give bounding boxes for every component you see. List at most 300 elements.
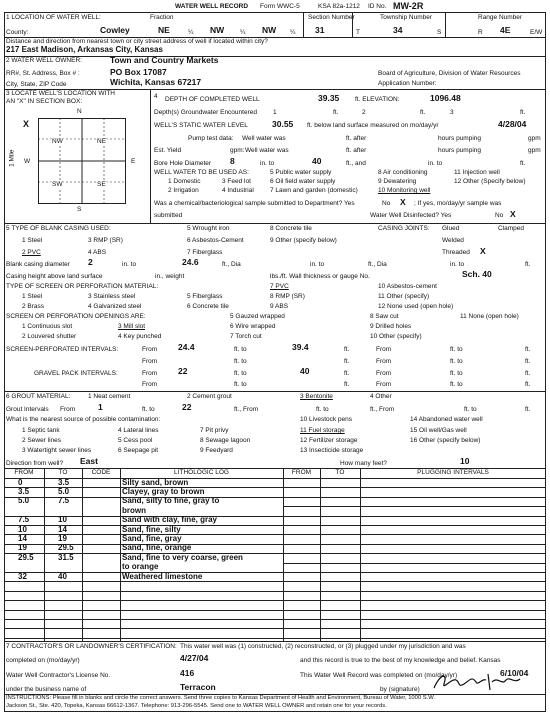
opening-5[interactable]: 5 Gauzed wrapped [230, 313, 285, 320]
completed-label: completed on (mo/day/yr) [6, 657, 80, 664]
pump-gpm: gpm [528, 135, 541, 142]
opening-10[interactable]: 10 Other (specify) [370, 333, 422, 340]
grout-3-selected[interactable]: 3 Bentonite [300, 393, 333, 400]
blank-diameter-label: Blank casing diameter [6, 261, 70, 268]
address-value: 217 East Madison, Arkansas City, Kansas [6, 45, 163, 54]
wall-thickness-label: lbs./ft. Wall thickness or gauge No. [270, 273, 370, 280]
table-row [4, 628, 283, 629]
log-to-value: 3.5 [58, 477, 70, 487]
table-row [4, 638, 283, 639]
log-from-value: 29.5 [18, 552, 34, 562]
opening-2[interactable]: 2 Louvered shutter [22, 333, 77, 340]
table-row [283, 628, 546, 629]
casing-8[interactable]: 8 Concrete tile [270, 225, 312, 232]
bore-to-value: 40 [312, 156, 322, 166]
table-row [283, 497, 546, 498]
completed-value: 4/27/04 [180, 653, 209, 663]
joint-welded[interactable]: Welded [442, 237, 464, 244]
groundwater-3: 3 [450, 109, 454, 116]
screen-5[interactable]: 5 Fiberglass [187, 293, 223, 300]
contam-5[interactable]: 5 Cess pool [118, 437, 153, 444]
joint-threaded[interactable]: Threaded [442, 249, 470, 256]
township-t: T [356, 29, 360, 36]
screen-12[interactable]: 12 None used (open hole) [378, 303, 454, 310]
pump-hours: hours pumping [438, 135, 481, 142]
log-description: Clayey, gray to brown [122, 486, 205, 496]
casing-2-selected[interactable]: 2 PVC [22, 249, 41, 256]
log-to-value: 10 [58, 515, 67, 525]
table-row [283, 516, 546, 517]
table-row [283, 600, 546, 601]
screen-ft-4: ft. [525, 358, 531, 365]
casing-4[interactable]: 4 ABS [88, 249, 107, 256]
log-to-value: 5.0 [58, 486, 70, 496]
section-number-label: Section Number [308, 14, 355, 21]
signature-label: by (signature) [380, 686, 420, 693]
use-label: WELL WATER TO BE USED AS: [154, 169, 249, 176]
pump-ft-after: ft. after [346, 135, 367, 142]
opening-11[interactable]: 11 None (open hole) [460, 313, 519, 320]
joint-glued[interactable]: Glued [442, 225, 460, 232]
log-column-divider [82, 468, 83, 641]
use-11[interactable]: 11 Injection well [454, 169, 500, 176]
se-label: SE [97, 181, 106, 188]
chem-no-mark: X [400, 197, 406, 207]
screen-7-selected[interactable]: 7 PVC [270, 283, 289, 290]
section-5-label: 5 TYPE OF BLANK CASING USED: [6, 225, 111, 232]
yield-label: Est. Yield [154, 147, 182, 154]
table-row [283, 572, 546, 573]
chem-no: No [382, 200, 391, 207]
screen-from-4: From [376, 358, 392, 365]
screen-ft-2: ft. [525, 346, 531, 353]
grout-ft: ft. [525, 406, 531, 413]
contam-13[interactable]: 13 Insecticide storage [300, 447, 364, 454]
log-column-divider [283, 468, 284, 641]
city-label: City, State, ZIP Code [6, 81, 67, 88]
table-row [4, 591, 283, 592]
log-column-divider [44, 468, 45, 641]
screen-ft-to-4: ft. to [450, 358, 463, 365]
opening-6[interactable]: 6 Wire wrapped [230, 323, 276, 330]
screen-intervals-label: SCREEN-PERFORATED INTERVALS: [6, 346, 119, 353]
log-description: to orange [122, 562, 159, 572]
range-label: Range Number [478, 14, 523, 21]
bore-ft: ft. [520, 160, 526, 167]
log-from-value: 32 [18, 571, 27, 581]
quarter-mark-2: ¼ [240, 29, 246, 36]
use-6[interactable]: 6 Oil field water supply [270, 178, 336, 185]
screen-8[interactable]: 8 RMP (SR) [270, 293, 305, 300]
log-to-value: 7.5 [58, 496, 70, 506]
instructions-line-2: Jackson St., Ste. 420, Topeka, Kansas 66612-1367. Telephone: 913-296-5545. Send one to WATER WELL OWNER and retain one for your records. [6, 703, 387, 709]
contam-12[interactable]: 12 Fertilizer storage [300, 437, 358, 444]
yield-gpm: gpm: [230, 147, 245, 154]
grout-to-value: 22 [182, 402, 192, 412]
contam-8[interactable]: 8 Sewage lagoon [200, 437, 251, 444]
screen-9[interactable]: 9 ABS [270, 303, 289, 310]
gravel-intervals-label: GRAVEL PACK INTERVALS: [34, 370, 118, 377]
groundwater-ft-1: ft. [333, 109, 339, 116]
disinfected-no-mark: X [510, 209, 516, 219]
section-1-label: 1 LOCATION OF WATER WELL: [6, 14, 101, 21]
static-date-value: 4/28/04 [498, 119, 527, 129]
log-from-value: 14 [18, 533, 27, 543]
log-header-from: FROM [291, 469, 312, 476]
bore-label: Bore Hole Diameter [154, 160, 212, 167]
table-row [283, 563, 546, 564]
blank-to-value: 24.6 [182, 257, 199, 267]
table-row [4, 581, 283, 582]
id-value: MW-2R [393, 1, 424, 11]
log-to-value: 31.5 [58, 552, 74, 562]
screen-material-label: TYPE OF SCREEN OR PERFORATION MATERIAL: [6, 283, 159, 290]
mile-label: 1 Mile [8, 149, 16, 167]
yield-hours: hours pumping [438, 147, 481, 154]
screen-2[interactable]: 2 Brass [22, 303, 45, 310]
county-value: Cowley [100, 25, 130, 35]
joint-clamped[interactable]: Clamped [498, 225, 525, 232]
quarter-mark-1: ¼ [188, 29, 194, 36]
casing-6[interactable]: 6 Asbestos-Cement [187, 237, 244, 244]
grout-ft-to-3: ft. to [464, 406, 477, 413]
table-row [283, 591, 546, 592]
screen-ft-to-3: ft. to [234, 358, 247, 365]
yield-well-was: Well water was [245, 147, 289, 154]
township-value: 34 [393, 25, 403, 35]
form-number: Form WWC-5 [260, 3, 300, 10]
log-header-to: TO [58, 469, 68, 476]
contam-2[interactable]: 2 Sewer lines [22, 437, 62, 444]
log-header-from: FROM [14, 469, 34, 476]
screen-ft: ft. [344, 346, 350, 353]
openings-label: SCREEN OR PERFORATION OPENINGS ARE: [6, 313, 146, 320]
table-row [283, 638, 546, 639]
chem-tail: ; If yes, mo/day/yr sample was [414, 200, 502, 207]
blank-diameter-value: 2 [88, 257, 93, 267]
section-6-label: 6 GROUT MATERIAL: [6, 393, 71, 400]
contam-15[interactable]: 15 Oil well/Gas well [410, 427, 467, 434]
opening-8[interactable]: 8 Saw cut [370, 313, 399, 320]
contam-9[interactable]: 9 Feedyard [200, 447, 233, 454]
opening-4[interactable]: 4 Key punched [118, 333, 162, 340]
record-label: This Water Well Record was completed on (mo/day/yr) [300, 672, 458, 679]
opening-9[interactable]: 9 Drilled holes [370, 323, 412, 330]
location-mark: X [23, 119, 30, 129]
bore-value: 8 [230, 156, 235, 166]
groundwater-2: 2 [362, 109, 366, 116]
fraction-label: Fraction [150, 14, 174, 21]
log-header-to: TO [335, 469, 345, 476]
bore-in-to-2: in. to [428, 160, 443, 167]
ne-label: NE [97, 138, 107, 145]
log-column-divider [360, 468, 361, 641]
casing-height-label: Casing height above land surface [6, 273, 103, 280]
disinfected-label: Water Well Disinfected? Yes [370, 212, 452, 219]
log-description: brown [122, 505, 146, 515]
screen-ft-3: ft. [344, 358, 350, 365]
bore-in-to: in. to [260, 160, 275, 167]
table-row [283, 581, 546, 582]
township-s: S [437, 29, 442, 36]
gravel-ft-to-4: ft. to [450, 381, 463, 388]
log-description: Sand, fine, gray [122, 533, 182, 543]
fraction-2: NW [210, 25, 225, 35]
grout-from-value: 1 [98, 402, 103, 412]
blank-ft-dia-1: ft., Dia [222, 261, 241, 268]
grout-ft-from-2: ft., From [370, 406, 395, 413]
casing-weight-label: in., weight [155, 273, 185, 280]
log-header-lithologic-log: LITHOLOGIC LOG [174, 469, 229, 476]
table-row [4, 610, 283, 611]
screen-ft-to: ft. to [234, 346, 247, 353]
gravel-ft-2: ft. [525, 370, 531, 377]
section-grid [38, 118, 126, 204]
section-2-label: 2 WATER WELL OWNER: [6, 57, 82, 64]
screen-3[interactable]: 3 Stainless steel [88, 293, 136, 300]
casing-5[interactable]: 5 Wrought iron [187, 225, 230, 232]
use-10-selected[interactable]: 10 Monitoring well [378, 187, 431, 194]
license-label: Water Well Contractor's License No. [6, 672, 111, 679]
depth-value: 39.35 [318, 93, 340, 103]
opening-7[interactable]: 7 Torch cut [230, 333, 262, 340]
township-label: Township Number [380, 14, 433, 21]
log-to-value: 14 [58, 524, 67, 534]
table-row [4, 619, 283, 620]
gravel-from-value: 22 [178, 366, 188, 376]
elevation-value: 1096.48 [430, 93, 461, 103]
application-label: Application Number: [378, 80, 437, 87]
section-7-label: 7 CONTRACTOR'S OR LANDOWNER'S CERTIFICATION: [6, 643, 177, 650]
grout-ft-from: ft., From [234, 406, 259, 413]
screen-from-label: From [142, 346, 158, 353]
gravel-ft-3: ft. [344, 381, 350, 388]
use-8[interactable]: 8 Air conditioning [378, 169, 428, 176]
screen-from-3: From [142, 358, 158, 365]
contam-14[interactable]: 14 Abandoned water well [410, 416, 483, 423]
log-from-value: 7.5 [18, 515, 30, 525]
yield-gpm-2: gpm [528, 147, 541, 154]
gravel-from-label: From [142, 370, 158, 377]
owner-name: Town and Country Markets [110, 55, 219, 65]
record-date-value: 6/10/04 [500, 668, 529, 678]
groundwater-label: Depth(s) Groundwater Encountered [154, 109, 257, 116]
table-row [283, 619, 546, 620]
gravel-from-4: From [376, 381, 392, 388]
bore-ft-and: ft., and [346, 160, 366, 167]
use-1[interactable]: 1 Domestic [168, 178, 201, 185]
fraction-1: NE [158, 25, 170, 35]
quarter-mark-3: ¼ [290, 29, 296, 36]
screen-from-value: 24.4 [178, 342, 195, 352]
yield-ft-after: ft. after [346, 147, 367, 154]
fraction-3: NW [262, 25, 277, 35]
groundwater-ft-3: ft. [520, 109, 526, 116]
casing-3[interactable]: 3 RMP (SR) [88, 237, 123, 244]
log-to-value: 19 [58, 533, 67, 543]
log-description: Sand, silty to fine, gray to [122, 496, 220, 506]
distance-label: Distance and direction from nearest town or city street address of well if located within city? [6, 38, 268, 45]
log-from-value: 0 [18, 477, 23, 487]
blank-in-to: in. to [122, 261, 137, 268]
range-r: R [478, 29, 483, 36]
contam-16[interactable]: 16 Other (specify below) [410, 437, 481, 444]
blank-in-to-2: in. to [310, 261, 325, 268]
log-description: Sand, fine to very coarse, green [122, 552, 243, 562]
use-2[interactable]: 2 Irrigation [168, 187, 199, 194]
range-value: 4E [500, 25, 511, 35]
log-description: Weathered limestone [122, 571, 203, 581]
static-level-value: 30.55 [272, 119, 294, 129]
po-box-value: PO Box 17087 [110, 67, 167, 77]
gravel-from-3: From [142, 381, 158, 388]
table-row [283, 487, 546, 488]
gravel-ft-to: ft. to [234, 370, 247, 377]
grout-1[interactable]: 1 Neat cement [88, 393, 131, 400]
log-column-divider [320, 468, 321, 641]
rr-label: RR#, St. Address, Box # : [6, 70, 80, 77]
log-description: Sand, fine, orange [122, 543, 192, 553]
log-header-divider [4, 478, 546, 479]
disinfected-no: No [495, 212, 504, 219]
contam-1[interactable]: 1 Septic tank [22, 427, 60, 434]
contam-6[interactable]: 6 Seepage pit [118, 447, 159, 454]
opening-1[interactable]: 1 Continuous slot [22, 323, 73, 330]
log-header-plugging-intervals: PLUGGING INTERVALS [417, 469, 489, 476]
chem-sample-label: Was a chemical/bacteriological sample submitted to Department? Yes [154, 200, 355, 207]
use-3[interactable]: 3 Feed lot [222, 178, 251, 185]
section-4-num: 4 [154, 93, 158, 100]
log-column-divider [120, 468, 121, 641]
contam-3[interactable]: 3 Watertight sewer lines [22, 447, 92, 454]
gravel-ft-4: ft. [525, 381, 531, 388]
range-ew: E/W [530, 29, 543, 36]
log-description: Sand, fine, silty [122, 524, 181, 534]
feet-label: How many feet? [340, 460, 387, 467]
screen-6[interactable]: 6 Concrete tile [187, 303, 229, 310]
screen-to-value: 39.4 [292, 342, 309, 352]
gravel-ft-to-3: ft. to [234, 381, 247, 388]
gravel-to-value: 40 [300, 366, 310, 376]
gravel-ft-to-2: ft. to [450, 370, 463, 377]
use-12[interactable]: 12 Other (Specify below) [454, 178, 526, 185]
id-label: ID No. [368, 3, 387, 10]
direction-label: Direction from well? [6, 460, 64, 467]
opening-3-selected[interactable]: 3 Mill slot [118, 323, 146, 330]
north-label: N [77, 108, 82, 115]
casing-1[interactable]: 1 Steel [22, 237, 43, 244]
depth-label: DEPTH OF COMPLETED WELL [165, 96, 260, 103]
screen-11[interactable]: 11 Other (specify) [378, 293, 430, 300]
blank-in-to-3: in. to [450, 261, 465, 268]
grout-ft-to: ft. to [142, 406, 155, 413]
section-3-label: 3 LOCATE WELL'S LOCATION WITH [6, 90, 115, 97]
sw-label: SW [52, 181, 63, 188]
contamination-label: What is the nearest source of possible contamination: [6, 416, 161, 423]
table-row [283, 610, 546, 611]
screen-from-2: From [376, 346, 392, 353]
submitted-label: submitted [154, 212, 183, 219]
log-header-code: CODE [91, 469, 111, 476]
screen-ft-to-2: ft. to [450, 346, 463, 353]
city-value: Wichita, Kansas 67217 [110, 77, 202, 87]
joints-label: CASING JOINTS: [378, 225, 430, 232]
static-level-tail: ft. below land surface measured on mo/day/yr [307, 122, 439, 129]
blank-ft: ft. [525, 261, 531, 268]
grout-from-label: From [60, 406, 76, 413]
log-to-value: 40 [58, 571, 67, 581]
use-7[interactable]: 7 Lawn and garden (domestic) [270, 187, 358, 194]
west-label: W [24, 158, 31, 165]
use-9[interactable]: 9 Dewatering [378, 178, 417, 185]
license-value: 416 [180, 668, 195, 678]
table-row [283, 534, 546, 535]
log-description: Sand with clay, fine, gray [122, 515, 217, 525]
grout-intervals-label: Grout Intervals [6, 406, 49, 413]
log-from-value: 10 [18, 524, 27, 534]
groundwater-ft-2: ft. [420, 109, 426, 116]
log-from-value: 5.0 [18, 496, 30, 506]
contam-4[interactable]: 4 Lateral lines [118, 427, 159, 434]
blank-ft-dia-2: ft., Dia [368, 261, 387, 268]
table-row [283, 553, 546, 554]
section-number-value: 31 [315, 25, 325, 35]
screen-4[interactable]: 4 Galvanized steel [88, 303, 142, 310]
use-4[interactable]: 4 Industrial [222, 187, 254, 194]
grout-2[interactable]: 2 Cement grout [187, 393, 232, 400]
screen-1[interactable]: 1 Steel [22, 293, 43, 300]
elevation-label: ft. ELEVATION: [355, 96, 400, 103]
table-row [283, 506, 546, 507]
log-description: Silty sand, brown [122, 477, 189, 487]
use-5[interactable]: 5 Public water supply [270, 169, 332, 176]
locate-title-2: AN "X" IN SECTION BOX: [6, 98, 83, 105]
table-row [283, 525, 546, 526]
cert-line-1: This water well was (1) constructed, (2) reconstructed, or (3) plugged under my jurisdiction and was [180, 643, 466, 650]
form-border [4, 12, 546, 712]
cert-line-2: and this record is true to the best of my knowledge and belief. Kansas [300, 657, 501, 664]
signature-image [430, 670, 530, 694]
contam-10[interactable]: 10 Livestock pens [300, 416, 353, 423]
business-value: Terracon [180, 682, 216, 692]
pump-well-was: Well water was [242, 135, 286, 142]
contam-7[interactable]: 7 Pit privy [200, 427, 229, 434]
grout-4[interactable]: 4 Other [370, 393, 392, 400]
feet-value: 10 [460, 456, 470, 466]
form-title: WATER WELL RECORD [175, 3, 249, 10]
contam-11-selected[interactable]: 11 Fuel storage [300, 427, 345, 434]
instructions-line-1: INSTRUCTIONS: Please fill in blanks and circle the correct answers. Send three copies to Kansas Department of Health and Environment, Bureau of Water, 1000 S.W. [6, 695, 435, 701]
log-to-value: 29.5 [58, 543, 74, 553]
county-label: County: [6, 29, 29, 36]
gravel-ft: ft. [344, 370, 350, 377]
screen-10[interactable]: 10 Asbestos-cement [378, 283, 437, 290]
nw-label: NW [52, 138, 63, 145]
south-label: S [77, 206, 82, 213]
groundwater-1: 1 [273, 109, 277, 116]
gravel-from-2: From [376, 370, 392, 377]
static-level-label: WELL'S STATIC WATER LEVEL [154, 122, 248, 129]
direction-value: East [80, 456, 98, 466]
business-label: under the business name of [6, 686, 87, 693]
casing-9[interactable]: 9 Other (specify below) [270, 237, 337, 244]
pump-test-label: Pump test data: [188, 135, 234, 142]
board-label: Board of Agriculture, Division of Water Resources [378, 70, 521, 77]
table-row [4, 600, 283, 601]
table-row [283, 544, 546, 545]
log-from-value: 3.5 [18, 486, 30, 496]
casing-7[interactable]: 7 Fiberglass [187, 249, 223, 256]
